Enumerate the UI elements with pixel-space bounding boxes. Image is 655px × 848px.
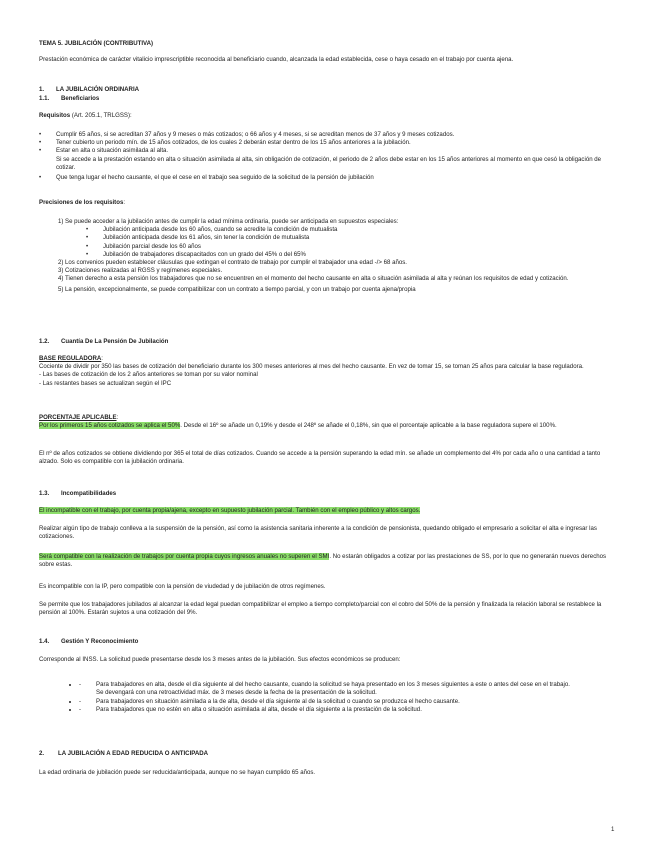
list-item: - • Para trabajadores que no estén en alta o situación asimilada al alta, desde el día siguiente a la prestación de la solicitud. [79, 706, 655, 714]
base-reguladora-line-2: - Las restantes bases se actualizan según el IPC [39, 379, 172, 387]
list-number: 2) [58, 259, 64, 267]
requisitos-line [39, 112, 617, 120]
highlighted-text: Por los primeros 15 años cotizados se aplica el 50% [39, 422, 181, 430]
incomp-paragraph-4: Es incompatible con la IP, pero compatible con la pensión de viudedad y de jubilación de otros regímenes. [39, 583, 326, 590]
list-item [39, 218, 617, 259]
precisiones-list [39, 218, 617, 294]
list-item: - • Para trabajadores en situación asimilada a la de alta, desde el día siguiente al de la solicitud o cuando se produzca el hecho causante. [79, 698, 655, 706]
requisitos-note: Si se accede a la prestación estando en alta o situación asimilada al alta, sin obligación de cotización, el periodo de 2 años debe estar en los 15 años anteriores al momento en que cesó la obligación de cotizar. [56, 155, 602, 171]
list-number: 4) [58, 275, 64, 283]
section-2-heading [39, 750, 617, 758]
sublist-item: • Jubilación parcial desde los 60 años [86, 243, 617, 251]
incomp-paragraph-3-rest: . No estarán obligados a cotizar por las prestaciones de SS, por lo que no generarán nuevos derechos sobre estas. [39, 553, 607, 569]
highlighted-text: El incompatible con el trabajo, por cuenta propia/ajena, excepto en supuesto jubilación parcial. También con el empleo público y altos cargos. [39, 507, 421, 514]
requisitos-ref: (Art. 205.1, TRLGSS): [70, 112, 132, 119]
porcentaje-paragraph-2: El nº de años cotizados se obtiene dividiendo por 365 el total de días cotizados. Cuando se accede a la pensión superando la edad mín. se añade un complemento del 4% por cada año o una cantidad a tanto alzado. Solo es compatible con la jubilación ordinaria. [39, 450, 601, 466]
base-reguladora-text: Cociente de dividir por 350 las bases de cotización del beneficiario durante los 300 meses anteriores al mes del hecho causante. En vez de tomar 15, se toman 25 años para calcular la base reguladora. [39, 363, 584, 371]
list-item: • Que tenga lugar el hecho causante, el que el cese en el trabajo sea seguido de la solicitud de la pensión de jubilación [39, 174, 617, 182]
base-reguladora-block [39, 355, 617, 388]
intro-paragraph: Prestación económica de carácter vitalicio imprescriptible reconocida al beneficiario cuando, alcanzada la edad establecida, cese o haya cesado en el trabajo por cuenta ajena. [39, 56, 514, 63]
list-item-text: La pensión, excepcionalmente, se puede compatibilizar con un contrato a tiempo parcial, y con un trabajo por cuenta ajena/propia [65, 285, 416, 293]
list-item [39, 286, 617, 294]
gestion-note: Se devengará con una retroactividad máx. de 3 meses desde la fecha de la presentación de la solicitud. [96, 689, 377, 697]
list-item [39, 275, 617, 283]
section-1-1-number: 1.1. [39, 95, 50, 102]
list-number: 3) [58, 267, 64, 275]
section-2-paragraph: La edad ordinaria de jubilación puede ser reducida/anticipada, aunque no se hayan cumplido 65 años. [39, 769, 316, 776]
list-item: • Tener cubierto un periodo mín. de 15 años cotizados, de los cuales 2 deberán estar dentro de los 15 años anteriores a la jubilación. [39, 139, 617, 147]
section-1-2-number: 1.2. [39, 338, 50, 345]
sublist-item: • Jubilación anticipada desde los 61 años, sin tener la condición de mutualista [86, 234, 617, 242]
document-title: TEMA 5. JUBILACIÓN (CONTRIBUTIVA) [39, 40, 154, 47]
list-item [39, 267, 617, 275]
section-1-number: 1. [39, 86, 45, 93]
porcentaje-block [39, 414, 617, 430]
list-item-text: Se puede acceder a la jubilación antes de cumplir la edad mínima ordinaria, puede ser anticipada en supuestos especiales: [65, 218, 399, 225]
list-item [39, 259, 617, 267]
section-1-2-heading [39, 338, 617, 346]
list-item-text: Los convenios pueden establecer cláusulas que extingan el contrato de trabajo por cumplir el trabajador una edad -/> 68 años. [65, 259, 407, 267]
precisiones-label: Precisiones de los requisitos [39, 199, 124, 206]
sublist-item: • Jubilación de trabajadores discapacitados con un grado del 45% o del 65% [86, 251, 617, 259]
section-1-heading [39, 86, 617, 94]
section-1-4-number: 1.4. [39, 638, 50, 645]
base-reguladora-label: BASE REGULADORA [39, 355, 102, 362]
list-item-text: Para trabajadores en alta, desde el día siguiente al del hecho causante, cuando la solicitud se haya presentado en los 3 meses siguientes a este o antes del cese en el trabajo. [96, 681, 570, 689]
porcentaje-heading [39, 414, 617, 422]
list-item [39, 147, 617, 172]
incomp-paragraph-2: Realizar algún tipo de trabajo conlleva a la suspensión de la pensión, así como la asistencia sanitaria inherente a la condición de pensionista, quedando obligado el empresario a solicitar el alta e ingresar las cotizaciones. [39, 525, 597, 541]
list-item-text: Tienen derecho a esta pensión los trabajadores que no se encuentren en el momento del hecho causante en alta o situación asimilada al alta y reúnan los requisitos de edad y cotización. [65, 275, 569, 283]
precisiones-colon: : [123, 199, 126, 206]
incomp-paragraph-3 [39, 553, 617, 569]
anticipada-sublist [86, 226, 617, 259]
sublist-item: • Jubilación anticipada desde los 60 años, cuando se acredite la condición de mutualista [86, 226, 617, 234]
porcentaje-text [39, 422, 617, 430]
section-1-1-title: Beneficiarios [61, 95, 100, 102]
section-2-title: LA JUBILACIÓN A EDAD REDUCIDA O ANTICIPADA [58, 750, 209, 757]
base-reguladora-line-1: - Las bases de cotización de los 2 años anteriores se toman por su valor nominal [39, 371, 258, 379]
list-item: • Cumplir 65 años, si se acreditan 37 años y 9 meses o más cotizados; o 66 años y 4 meses, si se acreditan menos de 37 años y 9 meses cotizados. [39, 131, 617, 139]
highlighted-text: Será compatible con la realización de trabajos por cuenta propia cuyos ingresos anuales no superen el SMI [39, 553, 330, 560]
section-1-3-number: 1.3. [39, 490, 50, 497]
requisitos-label: Requisitos [39, 112, 71, 119]
section-2-number: 2. [39, 750, 45, 757]
base-reguladora-colon: : [101, 355, 103, 362]
incomp-paragraph-1 [39, 507, 617, 515]
section-1-4-heading [39, 638, 617, 646]
porcentaje-rest: . Desde el 16º se añade un 0,19% y desde el 248º se añade el 0,18%, sin que el porcentaje aplicable a la base reguladora supere el 100%. [180, 422, 557, 430]
list-item [79, 681, 655, 697]
section-1-1-heading [39, 95, 617, 103]
porcentaje-colon: : [116, 414, 119, 421]
list-number: 5) [58, 285, 64, 293]
base-reguladora-heading [39, 355, 617, 363]
requisitos-list [39, 131, 617, 182]
section-1-2-title: Cuantía De La Pensión De Jubilación [61, 338, 169, 345]
list-item-text: Cotizaciones realizadas al RGSS y regímenes especiales. [65, 267, 223, 275]
precisiones-line [39, 199, 617, 207]
page-number: 1 [611, 826, 615, 833]
incomp-paragraph-5: Se permite que los trabajadores jubilados al alcanzar la edad legal puedan compatibilizar el empleo a tiempo completo/parcial con el cobro del 50% de la pensión y finalizada la relación laboral se restablece la pensión al 100%. Estarán sujetos a una cotización del 9%. [39, 601, 602, 617]
section-1-4-title: Gestión Y Reconocimiento [61, 638, 139, 645]
list-number: 1) [58, 218, 64, 225]
section-1-3-heading [39, 490, 617, 498]
list-item-text: Estar en alta o situación asimilada al alta. [56, 147, 169, 155]
porcentaje-label: PORCENTAJE APLICABLE [39, 414, 117, 421]
gestion-list [39, 681, 655, 714]
gestion-paragraph: Corresponde al INSS. La solicitud puede presentarse desde los 3 meses antes de la jubilación. Sus efectos económicos se producen: [39, 656, 401, 663]
section-1-title: LA JUBILACIÓN ORDINARIA [56, 86, 140, 93]
section-1-3-title: Incompatibilidades [61, 490, 117, 497]
